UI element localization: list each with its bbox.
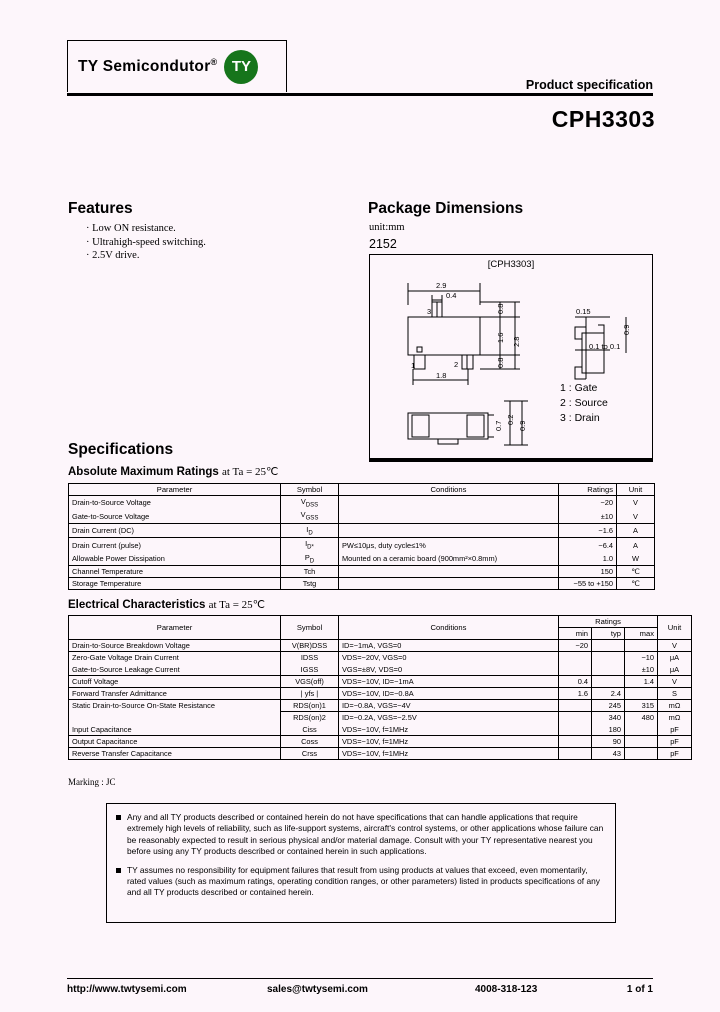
column-header-unit: Unit (658, 616, 692, 640)
cell-conditions (339, 496, 559, 510)
cell-max (625, 724, 658, 736)
column-header-unit: Unit (617, 484, 655, 496)
package-dimensions-heading: Package Dimensions (368, 200, 524, 217)
cell-symbol: | yfs | (281, 688, 339, 700)
cell-unit: V (617, 509, 655, 523)
package-drawing-title: [CPH3303] (487, 259, 535, 270)
table-row (69, 523, 655, 537)
column-header-conditions: Conditions (339, 616, 559, 640)
cell-conditions: ID=−1mA, VGS=0 (339, 640, 559, 652)
cell-conditions (339, 578, 559, 590)
cell-min: 0.4 (559, 676, 592, 688)
cell-conditions: VDS=−20V, VGS=0 (339, 652, 559, 664)
company-name: TY Semicondutor® (78, 56, 218, 76)
pin-legend-item: 3 : Drain (560, 412, 600, 424)
product-specification-label: Product specification (525, 78, 653, 92)
cell-min (559, 664, 592, 676)
svg-text:0.2: 0.2 (506, 414, 515, 425)
table-row (69, 700, 692, 712)
cell-conditions: VDS=−10V, f=1MHz (339, 724, 559, 736)
header-divider (67, 93, 653, 96)
cell-symbol: IDSS (281, 652, 339, 664)
cell-conditions: ID=−0.8A, VGS=−4V (339, 700, 559, 712)
cell-typ: 43 (592, 748, 625, 760)
svg-text:2.9: 2.9 (436, 281, 447, 290)
table-row (69, 676, 692, 688)
cell-parameter: Forward Transfer Admittance (69, 688, 281, 700)
cell-parameter: Input Capacitance (69, 724, 281, 736)
amr-condition: at Ta = 25℃ (222, 466, 279, 478)
cell-max: ±10 (625, 664, 658, 676)
cell-symbol: $I_{D*}$ (281, 538, 339, 552)
cell-symbol: Coss (281, 736, 339, 748)
column-header-conditions: Conditions (339, 484, 559, 496)
cell-conditions: PW≤10μs, duty cycle≤1% (339, 538, 559, 552)
cell-max (625, 640, 658, 652)
column-header-min: min (559, 628, 592, 640)
cell-min (559, 748, 592, 760)
cell-unit: W (617, 552, 655, 566)
disclaimer-paragraph: TY assumes no responsibility for equipment failures that result from using products at values that exceed, even momentarily, rated values (such as maximum ratings, operating condition ranges, or other parameters) listed in products specifications of any and all TY products described or contained herein. (115, 865, 605, 899)
disclaimer-box (106, 803, 616, 923)
cell-rating: −6.4 (559, 538, 617, 552)
svg-text:0.1 to 0.1: 0.1 to 0.1 (589, 342, 621, 351)
cell-typ: 180 (592, 724, 625, 736)
cell-unit: ℃ (617, 566, 655, 578)
column-header-symbol: Symbol (281, 484, 339, 496)
cell-conditions: VDS=−10V, ID=−1mA (339, 676, 559, 688)
svg-text:3: 3 (427, 307, 432, 316)
package-drawing (369, 254, 653, 462)
cell-unit: ℃ (617, 578, 655, 590)
column-header-typ: typ (592, 628, 625, 640)
cell-rating: 1.0 (559, 552, 617, 566)
cell-unit: μA (658, 664, 692, 676)
table-row (69, 664, 692, 676)
cell-max (625, 748, 658, 760)
table-row (69, 724, 692, 736)
column-header-max: max (625, 628, 658, 640)
table-row (69, 640, 692, 652)
cell-parameter (69, 712, 281, 724)
table-row (69, 538, 655, 552)
absolute-maximum-ratings-heading (68, 465, 278, 478)
column-header-ratings: Ratings (559, 616, 658, 628)
cell-symbol: V(BR)DSS (281, 640, 339, 652)
cell-max (625, 688, 658, 700)
cell-conditions: VGS=±8V, VDS=0 (339, 664, 559, 676)
cell-parameter: Allowable Power Dissipation (69, 552, 281, 566)
electrical-characteristics-table (68, 615, 692, 760)
table-row (69, 566, 655, 578)
cell-symbol: $V_{GSS}$ (281, 509, 339, 523)
cell-max (625, 736, 658, 748)
table-row (69, 748, 692, 760)
package-unit-label: unit:mm (369, 222, 405, 233)
absolute-maximum-ratings-table (68, 483, 655, 590)
electrical-characteristics-heading (68, 598, 265, 611)
footer-page-number: 1 of 1 (626, 984, 653, 995)
cell-parameter: Drain-to-Source Breakdown Voltage (69, 640, 281, 652)
cell-symbol: Ciss (281, 724, 339, 736)
cell-conditions: VDS=−10V, f=1MHz (339, 748, 559, 760)
features-heading: Features (68, 200, 133, 217)
svg-text:0.4: 0.4 (446, 291, 457, 300)
pin-legend-item: 2 : Source (560, 397, 608, 409)
company-logo (67, 40, 287, 92)
cell-symbol: Tch (281, 566, 339, 578)
cell-min: −20 (559, 640, 592, 652)
cell-symbol: IGSS (281, 664, 339, 676)
cell-typ (592, 664, 625, 676)
cell-conditions (339, 523, 559, 537)
svg-text:2.8: 2.8 (512, 336, 521, 347)
table-row (69, 712, 692, 724)
column-header-symbol: Symbol (281, 616, 339, 640)
ty-badge-icon: TY (224, 50, 258, 84)
package-drawing-svg (370, 255, 654, 459)
cell-min (559, 724, 592, 736)
cell-unit: S (658, 688, 692, 700)
cell-unit: mΩ (658, 700, 692, 712)
cell-typ: 2.4 (592, 688, 625, 700)
cell-parameter: Cutoff Voltage (69, 676, 281, 688)
package-code: 2152 (369, 237, 397, 251)
svg-text:0.8: 0.8 (496, 303, 505, 314)
cell-parameter: Zero-Gate Voltage Drain Current (69, 652, 281, 664)
list-item: · Low ON resistance. (86, 222, 206, 236)
cell-parameter: Drain-to-Source Voltage (69, 496, 281, 510)
cell-typ (592, 652, 625, 664)
svg-text:1.8: 1.8 (436, 371, 447, 380)
table-row (69, 736, 692, 748)
cell-min: 1.6 (559, 688, 592, 700)
cell-unit: A (617, 538, 655, 552)
table-row (69, 509, 655, 523)
cell-unit: pF (658, 748, 692, 760)
registered-trademark-icon: ® (210, 56, 218, 67)
cell-unit: pF (658, 736, 692, 748)
column-header-parameter: Parameter (69, 484, 281, 496)
ec-title: Electrical Characteristics (68, 599, 206, 611)
svg-text:1: 1 (411, 361, 416, 370)
cell-symbol: $V_{DSS}$ (281, 496, 339, 510)
amr-title: Absolute Maximum Ratings (68, 466, 219, 478)
cell-symbol: Crss (281, 748, 339, 760)
cell-symbol: RDS(on)2 (281, 712, 339, 724)
cell-rating: ±10 (559, 509, 617, 523)
cell-max: 1.4 (625, 676, 658, 688)
cell-max: 480 (625, 712, 658, 724)
pin-legend (560, 381, 608, 426)
cell-unit: mΩ (658, 712, 692, 724)
svg-text:0.9: 0.9 (622, 324, 631, 335)
pin-legend-item: 1 : Gate (560, 382, 598, 394)
cell-unit: pF (658, 724, 692, 736)
cell-typ: 340 (592, 712, 625, 724)
cell-conditions: VDS=−10V, f=1MHz (339, 736, 559, 748)
svg-text:0.8: 0.8 (496, 357, 505, 368)
cell-parameter: Gate-to-Source Voltage (69, 509, 281, 523)
cell-conditions (339, 509, 559, 523)
svg-text:1.6: 1.6 (496, 332, 505, 343)
cell-unit: V (658, 676, 692, 688)
cell-parameter: Drain Current (pulse) (69, 538, 281, 552)
cell-symbol: VGS(off) (281, 676, 339, 688)
features-list (86, 222, 206, 263)
cell-symbol: RDS(on)1 (281, 700, 339, 712)
list-item: · 2.5V drive. (86, 249, 206, 263)
cell-min (559, 700, 592, 712)
cell-conditions: Mounted on a ceramic board (900mm²×0.8mm) (339, 552, 559, 566)
cell-rating: −1.6 (559, 523, 617, 537)
cell-parameter: Output Capacitance (69, 736, 281, 748)
svg-text:0.7: 0.7 (494, 420, 503, 431)
disclaimer-paragraph: Any and all TY products described or contained herein do not have specifications that can handle applications that require extremely high levels of reliability, such as life-support systems, aircraft's control systems, or other applications whose failure can be reasonably expected to result in serious physical and/or material damage. Consult with your TY representative nearest you before using any TY products described or contained herein in such applications. (115, 812, 605, 858)
specifications-heading: Specifications (68, 441, 174, 458)
column-header-parameter: Parameter (69, 616, 281, 640)
footer-divider (67, 978, 653, 979)
footer-phone: 4008-318-123 (475, 984, 538, 995)
marking-label: Marking : JC (68, 777, 116, 787)
cell-max: 315 (625, 700, 658, 712)
cell-max: −10 (625, 652, 658, 664)
cell-unit: μA (658, 652, 692, 664)
cell-typ (592, 640, 625, 652)
cell-symbol: $I_D$ (281, 523, 339, 537)
cell-min (559, 736, 592, 748)
cell-rating: −55 to +150 (559, 578, 617, 590)
footer-email-link[interactable]: sales@twtysemi.com (267, 984, 368, 995)
cell-typ: 90 (592, 736, 625, 748)
table-row (69, 688, 692, 700)
svg-text:0.9: 0.9 (518, 420, 527, 431)
table-row (69, 652, 692, 664)
cell-rating: 150 (559, 566, 617, 578)
cell-min (559, 712, 592, 724)
cell-unit: V (658, 640, 692, 652)
list-item: · Ultrahigh-speed switching. (86, 236, 206, 250)
cell-min (559, 652, 592, 664)
cell-typ: 245 (592, 700, 625, 712)
footer-website-link[interactable]: http://www.twtysemi.com (67, 984, 187, 995)
cell-parameter: Static Drain-to-Source On-State Resistance (69, 700, 281, 712)
column-header-ratings: Ratings (559, 484, 617, 496)
table-header-row (69, 484, 655, 496)
cell-conditions: VDS=−10V, ID=−0.8A (339, 688, 559, 700)
cell-symbol: $P_D$ (281, 552, 339, 566)
page-title: CPH3303 (551, 106, 655, 132)
ec-condition: at Ta = 25℃ (208, 599, 266, 611)
table-row (69, 496, 655, 510)
cell-parameter: Reverse Transfer Capacitance (69, 748, 281, 760)
svg-text:2: 2 (454, 360, 459, 369)
cell-unit: A (617, 523, 655, 537)
cell-rating: −20 (559, 496, 617, 510)
table-row (69, 578, 655, 590)
cell-unit: V (617, 496, 655, 510)
cell-parameter: Channel Temperature (69, 566, 281, 578)
table-header-row (69, 616, 692, 628)
svg-text:0.15: 0.15 (576, 307, 591, 316)
cell-parameter: Storage Temperature (69, 578, 281, 590)
cell-parameter: Drain Current (DC) (69, 523, 281, 537)
cell-typ (592, 676, 625, 688)
cell-conditions (339, 566, 559, 578)
cell-symbol: Tstg (281, 578, 339, 590)
cell-parameter: Gate-to-Source Leakage Current (69, 664, 281, 676)
cell-conditions: ID=−0.2A, VGS=−2.5V (339, 712, 559, 724)
table-row (69, 552, 655, 566)
